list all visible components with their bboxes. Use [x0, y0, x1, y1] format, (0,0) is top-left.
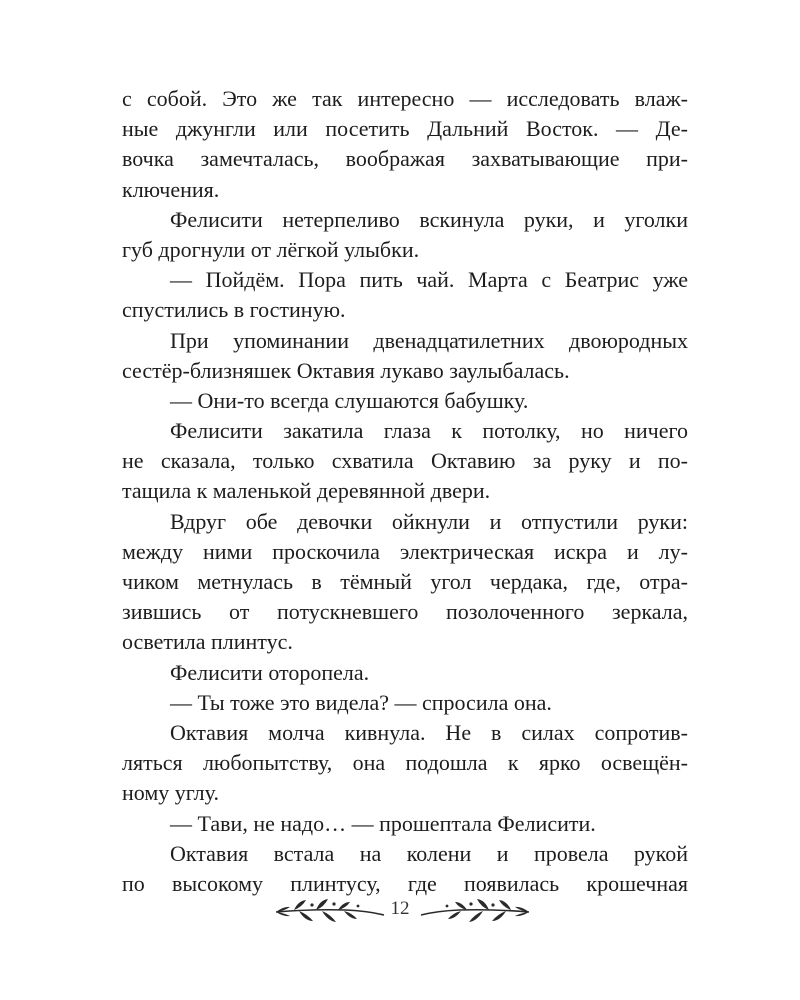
text-line: Фелисити оторопела. — [170, 659, 370, 685]
text-line: ному углу. — [122, 780, 219, 806]
text-line: сестёр-близняшек Октавия лукаво заулыбалась. — [122, 357, 570, 383]
page-body-text — [122, 84, 688, 899]
text-line: Фелисити нетерпеливо вскинула руки, и уголки — [170, 206, 688, 232]
text-line: — Ты тоже это видела? — спросила она. — [170, 689, 552, 715]
text-line: чиком метнулась в тёмный угол чердака, где, отра- — [122, 569, 688, 594]
text-line: Фелисити закатила глаза к потолку, но ничего — [170, 418, 688, 444]
text-line: спустились в гостиную. — [122, 297, 346, 323]
text-line: Октавия молча кивнула. Не в силах сопротив- — [170, 719, 688, 745]
text-line: осветила плинтус. — [122, 629, 293, 655]
text-line: вочка замечталась, воображая захватывающие при- — [122, 146, 688, 172]
text-line: — Пойдём. Пора пить чай. Марта с Беатрис уже — [170, 267, 688, 293]
text-line: ключения. — [122, 176, 220, 202]
text-line: по высокому плинтусу, где появилась крошечная — [122, 870, 688, 896]
text-line: ные джунгли или посетить Дальний Восток. — Де- — [122, 116, 688, 142]
page-footer — [0, 893, 800, 929]
text-line: между ними проскочила электрическая искра и лу- — [122, 538, 688, 564]
text-line: — Они-то всегда слушаются бабушку. — [170, 387, 529, 413]
leafy-vine-ornament-right-icon — [418, 895, 533, 927]
text-line: не сказала, только схватила Октавию за руку и по- — [122, 448, 688, 474]
text-line: Вдруг обе девочки ойкнули и отпустили руки: — [170, 508, 688, 534]
text-line: губ дрогнули от лёгкой улыбки. — [122, 236, 420, 262]
text-line: ляться любопытству, она подошла к ярко освещён- — [122, 750, 688, 776]
text-line: — Тави, не надо… — прошептала Фелисити. — [170, 810, 596, 836]
text-line: с собой. Это же так интересно — исследовать влаж- — [122, 86, 688, 111]
text-line: тащила к маленькой деревянной двери. — [122, 478, 491, 504]
text-line: Октавия встала на колени и провела рукой — [170, 840, 688, 866]
text-line: зившись от потускневшего позолоченного зеркала, — [122, 599, 688, 625]
leafy-vine-ornament-left-icon — [272, 895, 387, 927]
page-number: 12 — [390, 898, 410, 919]
text-line: При упоминании двенадцатилетних двоюродных — [170, 327, 688, 353]
